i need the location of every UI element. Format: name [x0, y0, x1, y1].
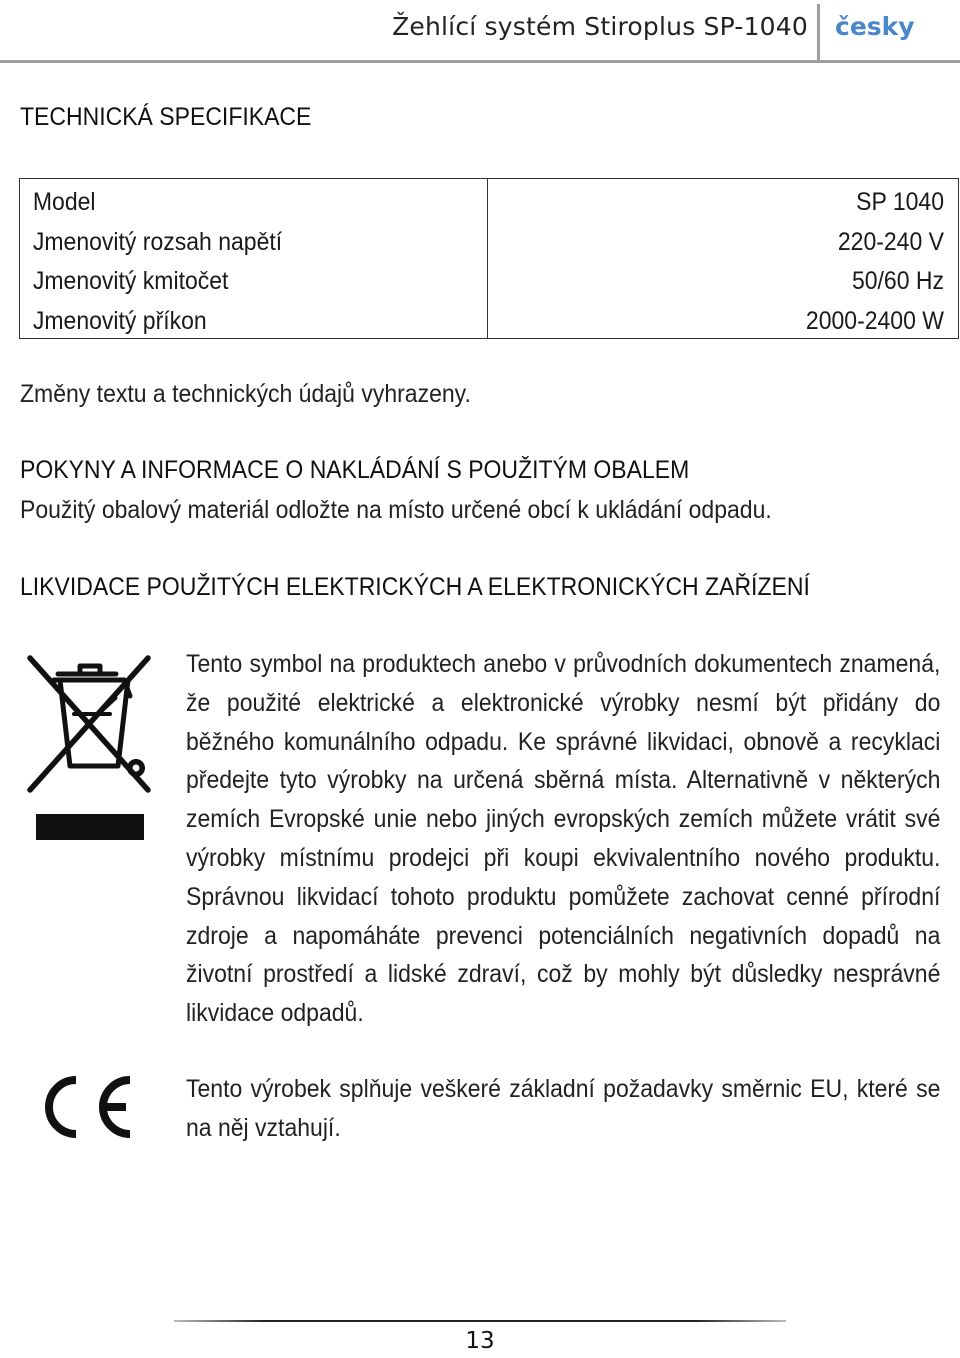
header-language: česky: [835, 12, 915, 41]
page-header: [0, 0, 960, 62]
footer-rule: [174, 1320, 786, 1322]
ce-text: Tento výrobek splňuje veškeré základní požadavky směrnic EU, které se na něj vztahují.: [186, 1075, 941, 1142]
spec-label: Jmenovitý příkon: [32, 306, 207, 335]
spec-value: 50/60 Hz: [851, 267, 944, 295]
spec-value: 2000-2400 W: [805, 306, 944, 335]
spec-value: SP 1040: [856, 188, 944, 216]
disposal-text: Tento symbol na produktech anebo v průvodních dokumentech znamená, že použité elektrické a elektronické výrobky nesmí být přidány do běžného komunálního odpadu. Ke správné likvidaci, obnově a recyklaci předejte tyto výrobky na určená sběrná místa. Alternativně v některých zemích Evropské unie nebo jiných evropských zemích můžete vrátit své výrobky místnímu prodejci při koupi ekvivalentního nového produktu. Správnou likvidací tohoto produktu pomůžete zachovat cenné přírodní zdroje a napomáháte prevenci potenciálních negativních dopadů na životní prostředí a lidské zdraví, což by mohly být důsledky nesprávné likvidace odpadů.: [186, 650, 941, 1028]
spec-label: Jmenovitý kmitočet: [32, 267, 229, 295]
spec-table: [19, 178, 959, 339]
spec-heading: TECHNICKÁ SPECIFIKACE: [20, 103, 312, 131]
spec-label: Jmenovitý rozsah napětí: [32, 227, 283, 256]
crossed-out-wheelie-bin-icon: [24, 650, 156, 845]
packaging-heading: POKYNY A INFORMACE O NAKLÁDÁNÍ S POUŽITÝM OBALEM: [20, 456, 690, 484]
ce-mark-icon: [36, 1072, 134, 1142]
header-rule: [0, 60, 960, 63]
page-number: 13: [465, 1328, 495, 1354]
header-title: Žehlící systém Stiroplus SP-1040: [392, 12, 808, 41]
spec-label: Model: [32, 188, 96, 216]
disposal-heading: LIKVIDACE POUŽITÝCH ELEKTRICKÝCH A ELEKTRONICKÝCH ZAŘÍZENÍ: [20, 573, 810, 601]
spec-value: 220-240 V: [837, 227, 944, 256]
spec-note: Změny textu a technických údajů vyhrazeny.: [20, 380, 471, 408]
packaging-text: Použitý obalový materiál odložte na místo určené obcí k ukládání odpadu.: [20, 496, 772, 524]
spec-values-column: [488, 179, 958, 338]
header-separator: [817, 4, 820, 60]
spec-labels-column: [20, 179, 488, 338]
